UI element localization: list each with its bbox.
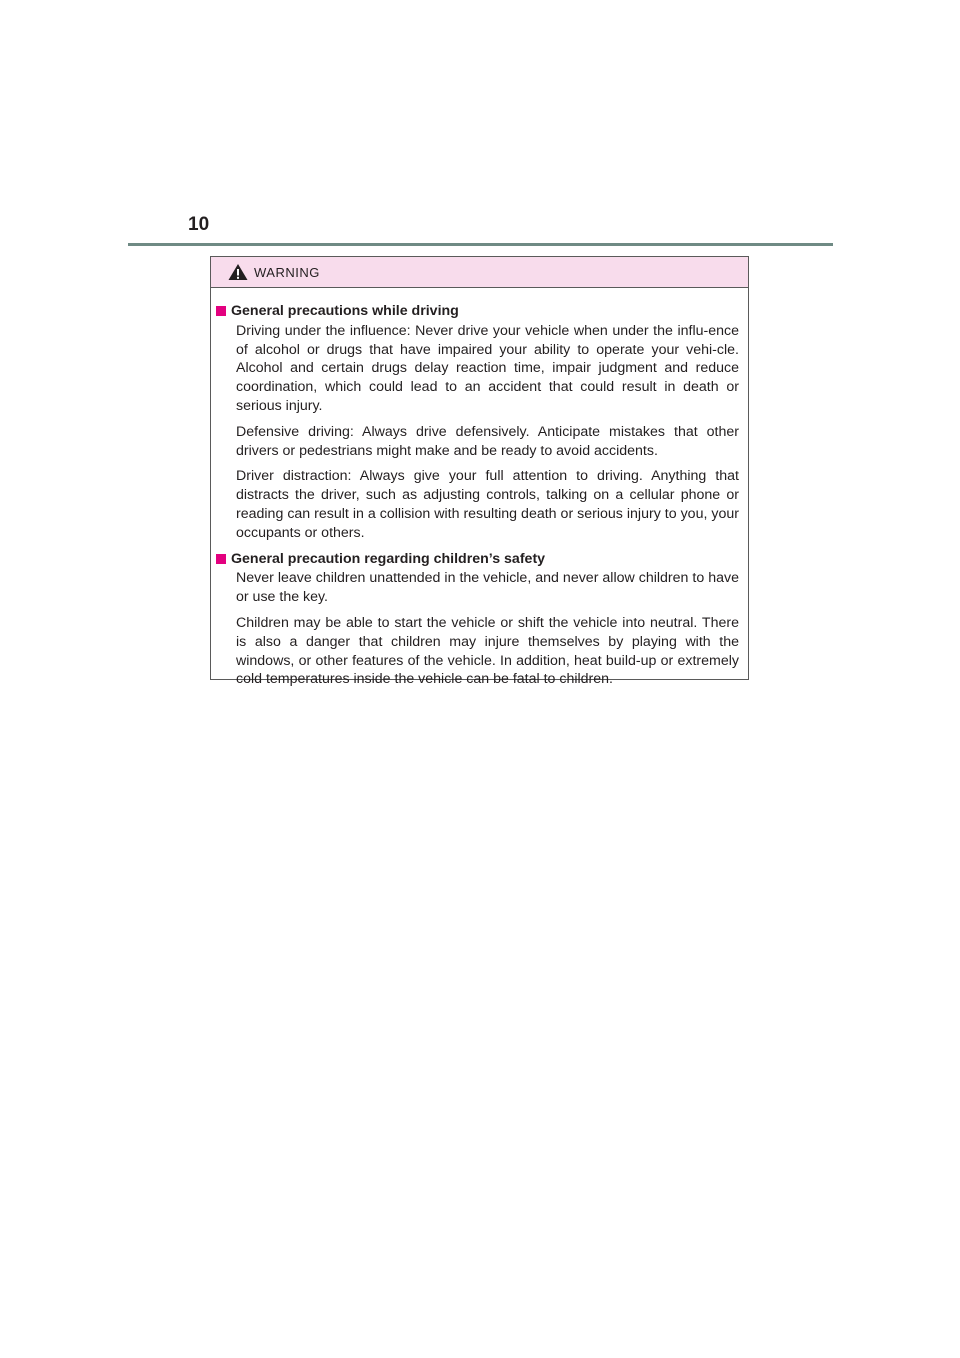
page-number: 10 bbox=[188, 214, 210, 235]
section-heading bbox=[216, 550, 739, 569]
header-rule bbox=[128, 243, 833, 246]
square-bullet-icon bbox=[216, 306, 226, 316]
paragraph-children-unattended: Never leave children unattended in the vehicle, and never allow children to have or use the key. bbox=[236, 570, 739, 606]
warning-body bbox=[211, 288, 748, 689]
square-bullet-icon bbox=[216, 554, 226, 564]
section-heading-text: General precaution regarding children’s safety bbox=[231, 550, 546, 567]
section-children-safety bbox=[216, 550, 739, 690]
paragraph-driver-distraction: Driver distraction: Always give your full attention to driving. Anything that distracts the driver, such as adjusting controls, talking on a cellular phone or reading can result in a collision with resulting death or serious injury to you, your occupants or others. bbox=[236, 468, 739, 541]
paragraph-defensive-driving: Defensive driving: Always drive defensively. Anticipate mistakes that other drivers or pedestrians might make and be ready to avoid accidents. bbox=[236, 423, 739, 459]
warning-triangle-icon bbox=[228, 263, 248, 281]
paragraph-driving-under-influence: Driving under the influence: Never drive your vehicle when under the influ-ence of alcohol or drugs that have impaired your ability to operate your vehi-cle. Alcohol and certain drugs delay reaction time, impair judgment and reduce coordination, which could lead to an accident that could result in death or serious injury. bbox=[236, 322, 739, 414]
section-heading bbox=[216, 302, 739, 321]
warning-header bbox=[211, 257, 748, 288]
warning-title: WARNING bbox=[254, 265, 320, 280]
section-general-driving bbox=[216, 302, 739, 543]
paragraph-children-dangers: Children may be able to start the vehicle or shift the vehicle into neutral. There is also a danger that children may injure themselves by playing with the windows, or other features of the vehicle. In addition, heat build-up or extremely cold temperatures inside the vehicle can be fatal to children. bbox=[236, 614, 739, 688]
section-heading-text: General precautions while driving bbox=[231, 303, 459, 319]
warning-box bbox=[210, 256, 749, 688]
